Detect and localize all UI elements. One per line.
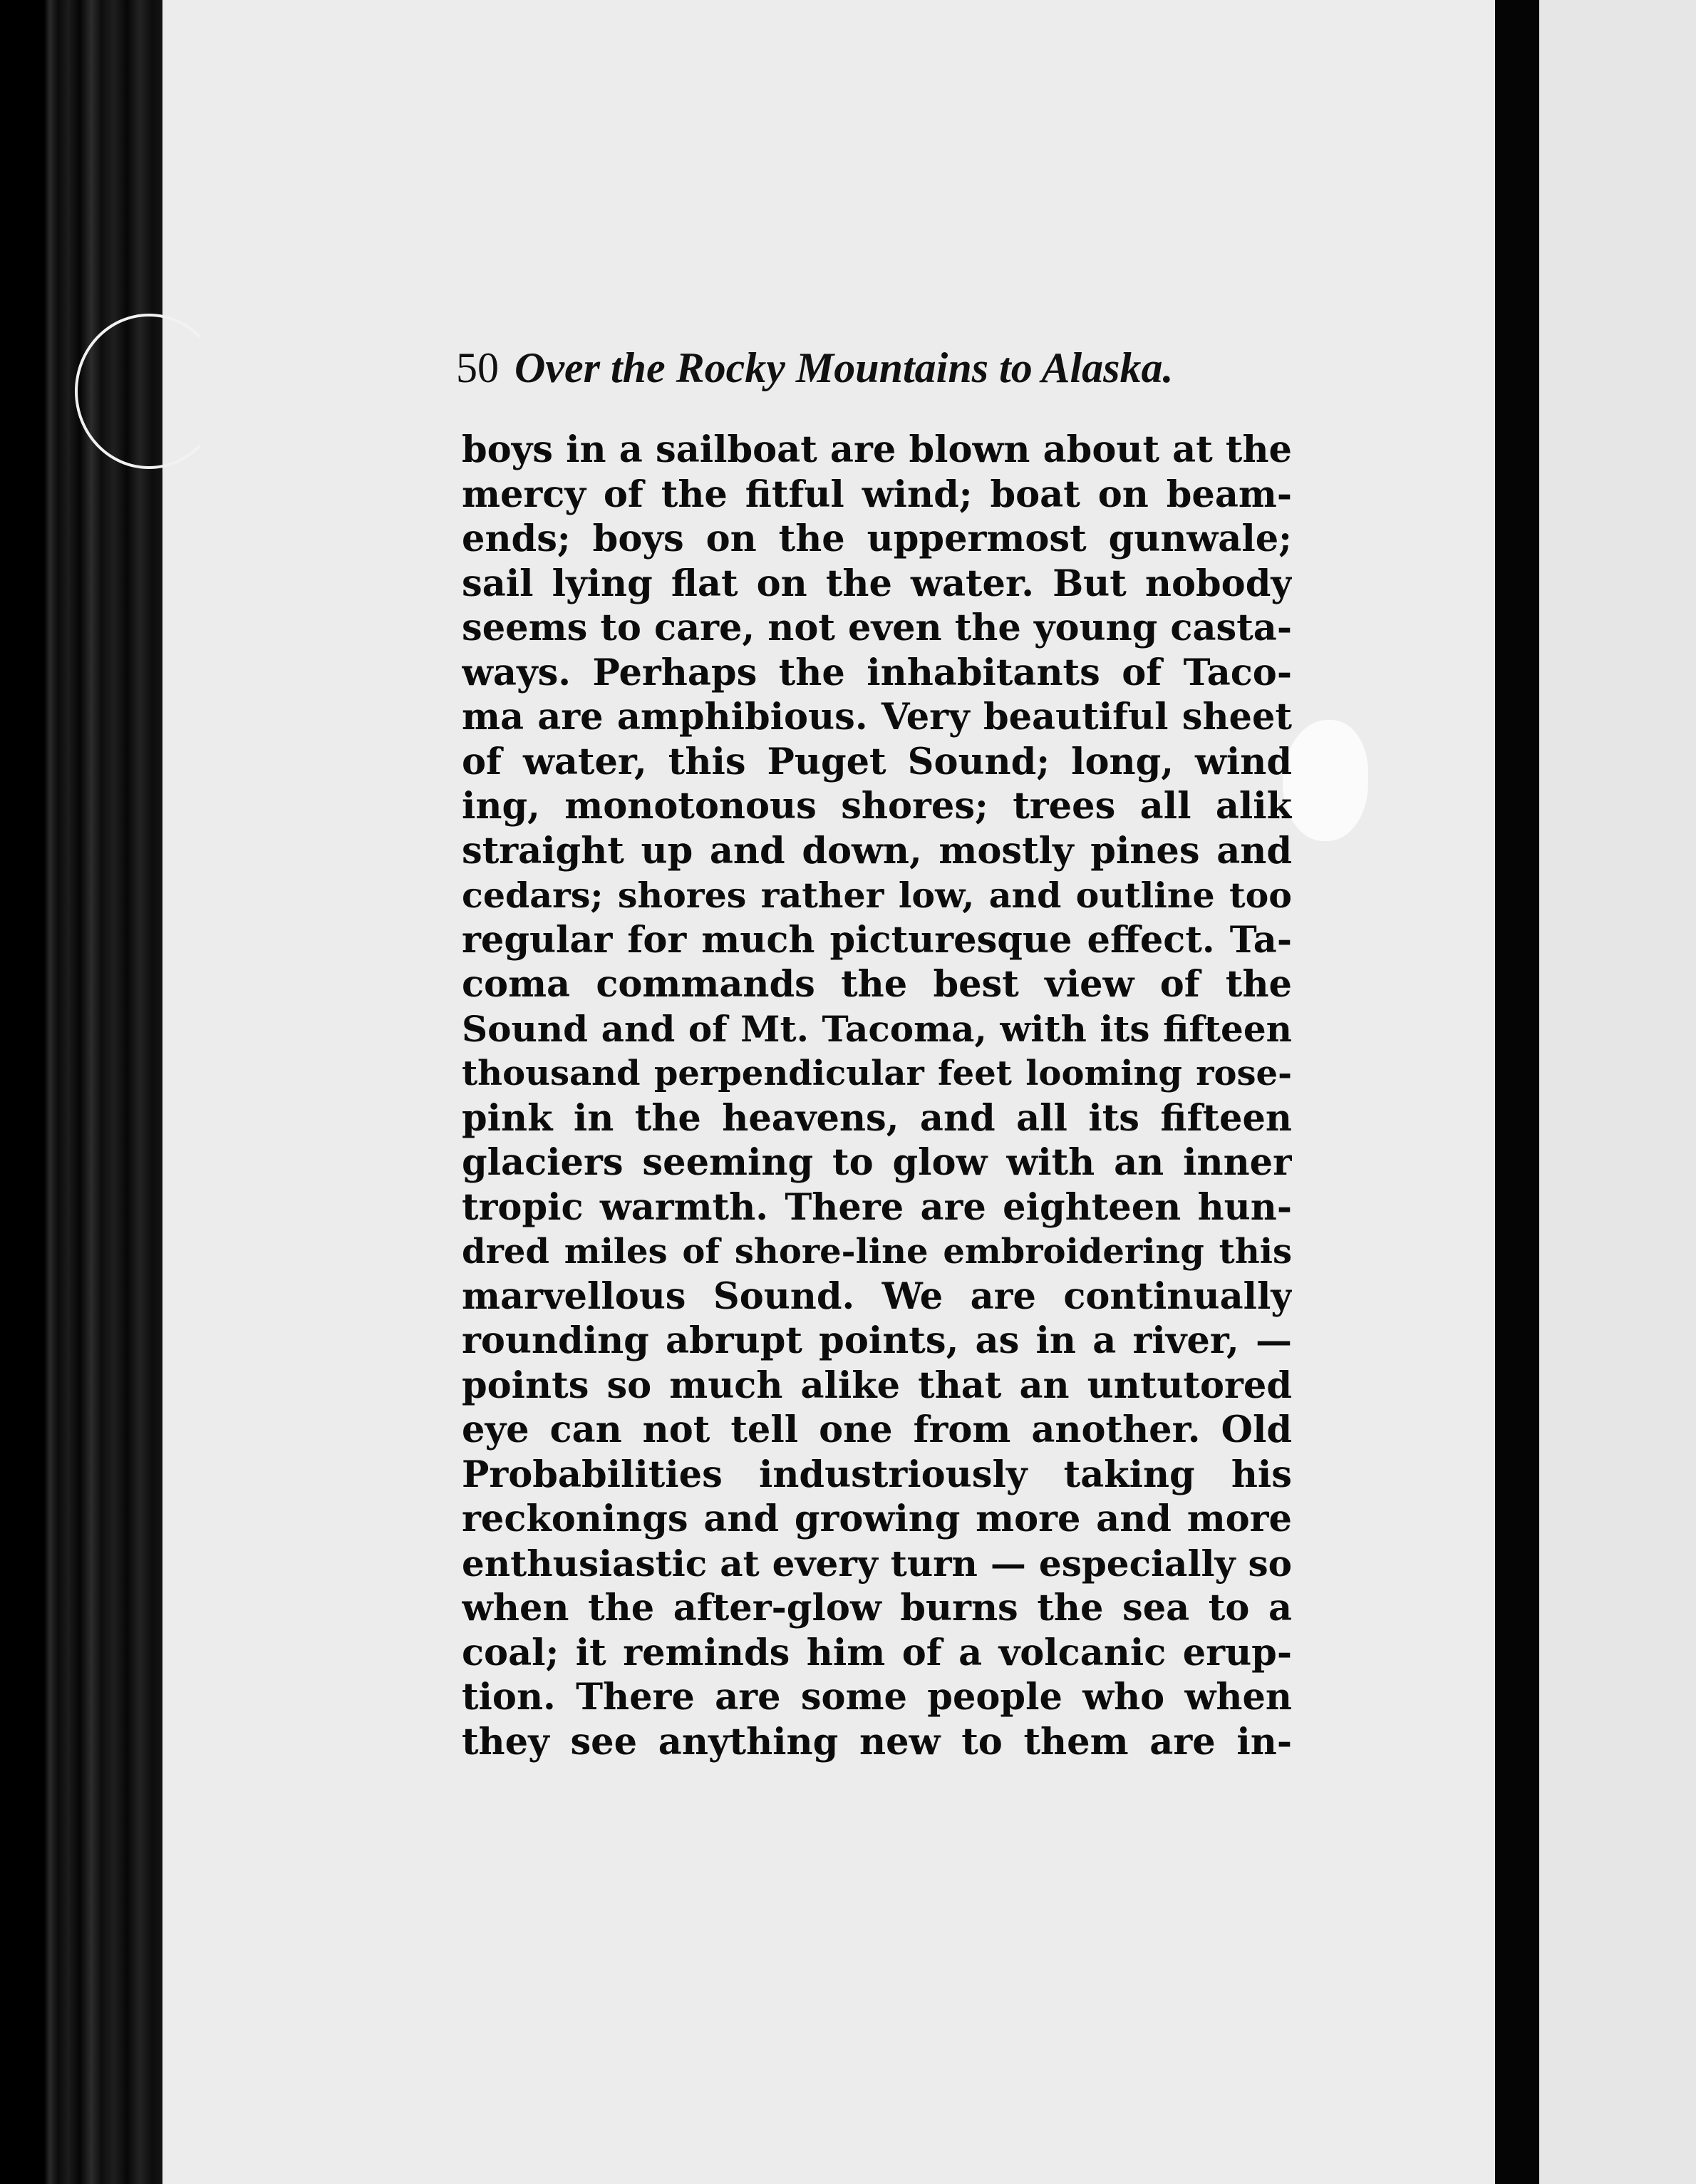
text-line: when the after-glow burns the sea to a bbox=[462, 1587, 1292, 1629]
text-line: rounding abrupt points, as in a river, — bbox=[462, 1319, 1292, 1362]
page-number: 50 bbox=[456, 344, 499, 391]
text-line: Probabilities industriously taking his bbox=[462, 1453, 1292, 1496]
text-line: sail lying flat on the water. But nobody bbox=[462, 562, 1292, 605]
text-line: ways. Perhaps the inhabitants of Taco- bbox=[462, 651, 1292, 694]
text-line: mercy of the fitful wind; boat on beam- bbox=[462, 473, 1292, 516]
text-line: enthusiastic at every turn — especially so bbox=[462, 1542, 1292, 1585]
text-line: tion. There are some people who when bbox=[462, 1676, 1292, 1719]
text-line: thousand perpendicular feet looming rose- bbox=[462, 1054, 1292, 1093]
running-header bbox=[456, 339, 1247, 396]
text-line: cedars; shores rather low, and outline too bbox=[462, 875, 1292, 916]
faint-stamp-mark bbox=[75, 314, 223, 469]
text-line: coma commands the best view of the bbox=[462, 963, 1292, 1006]
text-line: points so much alike that an untutored bbox=[462, 1364, 1292, 1407]
running-title: Over the Rocky Mountains to Alaska. bbox=[515, 344, 1174, 391]
body-text bbox=[462, 428, 1292, 1764]
text-line: straight up and down, mostly pines and bbox=[462, 829, 1292, 872]
text-line: they see anything new to them are in- bbox=[462, 1720, 1292, 1763]
text-line: ends; boys on the uppermost gunwale; bbox=[462, 517, 1292, 560]
text-line: coal; it reminds him of a volcanic erup- bbox=[462, 1631, 1292, 1674]
paper-blot bbox=[1283, 720, 1368, 841]
text-line: seems to care, not even the young casta- bbox=[462, 607, 1292, 649]
page-gutter bbox=[1495, 0, 1539, 2184]
text-line: ing, monotonous shores; trees all alik bbox=[462, 785, 1292, 828]
text-line: eye can not tell one from another. Old bbox=[462, 1408, 1292, 1451]
text-line: marvellous Sound. We are continually bbox=[462, 1274, 1292, 1318]
text-line: ma are amphibious. Very beautiful sheet bbox=[462, 696, 1292, 738]
text-line: glaciers seeming to glow with an inner bbox=[462, 1141, 1292, 1184]
text-line: regular for much picturesque effect. Ta- bbox=[462, 918, 1292, 962]
text-line: boys in a sailboat are blown about at the bbox=[462, 428, 1292, 471]
text-line: Sound and of Mt. Tacoma, with its fifteen bbox=[462, 1007, 1292, 1050]
text-line: reckonings and growing more and more bbox=[462, 1498, 1292, 1540]
text-line: dred miles of shore-line embroidering this bbox=[462, 1232, 1292, 1272]
text-line: pink in the heavens, and all its fifteen bbox=[462, 1096, 1292, 1140]
text-line: tropic warmth. There are eighteen hun- bbox=[462, 1185, 1292, 1229]
facing-page-edge bbox=[1539, 0, 1696, 2184]
text-line: of water, this Puget Sound; long, wind bbox=[462, 740, 1292, 783]
